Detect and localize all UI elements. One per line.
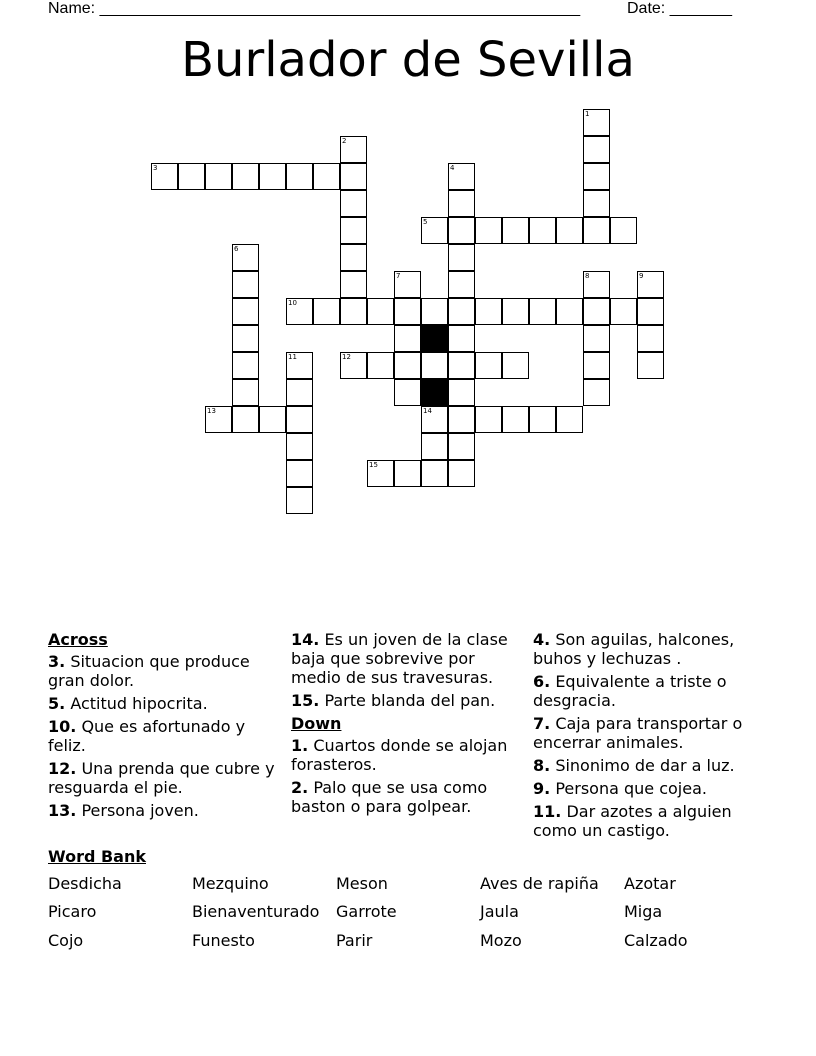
word-bank-item: Azotar — [624, 874, 676, 893]
grid-cell[interactable] — [259, 406, 286, 433]
word-bank-item: Calzado — [624, 931, 688, 950]
clue-across-3: 3. Situacion que produce gran dolor. — [48, 652, 250, 690]
clue-number: 15 — [369, 461, 378, 469]
grid-cell[interactable] — [340, 298, 367, 325]
word-bank-item: Miga — [624, 902, 663, 921]
grid-cell[interactable] — [448, 190, 475, 217]
grid-cell[interactable] — [583, 352, 610, 379]
grid-cell[interactable] — [232, 406, 259, 433]
grid-cell[interactable] — [286, 352, 313, 379]
grid-cell[interactable] — [637, 298, 664, 325]
grid-block — [421, 325, 448, 352]
grid-cell[interactable] — [529, 406, 556, 433]
grid-cell[interactable] — [205, 163, 232, 190]
page-title: Burlador de Sevilla — [181, 32, 635, 88]
grid-cell[interactable] — [475, 298, 502, 325]
grid-cell[interactable] — [556, 217, 583, 244]
word-bank-item: Mezquino — [192, 874, 269, 893]
clue-across-13: 13. Persona joven. — [48, 801, 199, 820]
clue-number: 9 — [639, 272, 644, 280]
grid-cell[interactable] — [421, 460, 448, 487]
grid-cell[interactable] — [367, 352, 394, 379]
grid-cell[interactable] — [205, 406, 232, 433]
grid-cell[interactable] — [367, 460, 394, 487]
grid-cell[interactable] — [637, 325, 664, 352]
grid-cell[interactable] — [502, 352, 529, 379]
grid-cell[interactable] — [286, 406, 313, 433]
clue-number: 14 — [423, 407, 432, 415]
grid-cell[interactable] — [421, 352, 448, 379]
grid-cell[interactable] — [232, 379, 259, 406]
grid-cell[interactable] — [583, 163, 610, 190]
grid-cell[interactable] — [286, 487, 313, 514]
grid-cell[interactable] — [286, 433, 313, 460]
clue-down-9: 9. Persona que cojea. — [533, 779, 707, 798]
grid-cell[interactable] — [583, 109, 610, 136]
clue-across-5: 5. Actitud hipocrita. — [48, 694, 208, 713]
clue-across-15: 15. Parte blanda del pan. — [291, 691, 496, 710]
clue-number: 1 — [585, 110, 590, 118]
grid-cell[interactable] — [151, 163, 178, 190]
grid-cell[interactable] — [448, 163, 475, 190]
grid-cell[interactable] — [637, 352, 664, 379]
grid-cell[interactable] — [583, 271, 610, 298]
grid-cell[interactable] — [610, 298, 637, 325]
grid-cell[interactable] — [340, 271, 367, 298]
clue-number: 3 — [153, 164, 158, 172]
grid-cell[interactable] — [448, 217, 475, 244]
grid-cell[interactable] — [448, 406, 475, 433]
clue-across-12: 12. Una prenda que cubre y resguarda el pie. — [48, 759, 275, 797]
grid-cell[interactable] — [448, 460, 475, 487]
grid-cell[interactable] — [583, 379, 610, 406]
grid-cell[interactable] — [475, 352, 502, 379]
clue-down-11: 11. Dar azotes a alguien como un castigo. — [533, 802, 732, 840]
grid-cell[interactable] — [475, 406, 502, 433]
grid-cell[interactable] — [286, 163, 313, 190]
grid-cell[interactable] — [502, 217, 529, 244]
clue-down-7: 7. Caja para transportar o encerrar animales. — [533, 714, 743, 752]
grid-cell[interactable] — [556, 406, 583, 433]
grid-cell[interactable] — [394, 379, 421, 406]
name-field-label: Name: ______________________________________________________ — [48, 0, 581, 17]
date-field-label: Date: _______ — [627, 0, 732, 17]
grid-cell[interactable] — [529, 217, 556, 244]
grid-cell[interactable] — [448, 433, 475, 460]
clue-number: 12 — [342, 353, 351, 361]
grid-cell[interactable] — [340, 217, 367, 244]
clue-column-2 — [291, 630, 523, 820]
grid-cell[interactable] — [637, 271, 664, 298]
grid-cell[interactable] — [232, 325, 259, 352]
grid-cell[interactable] — [583, 325, 610, 352]
grid-cell[interactable] — [421, 433, 448, 460]
grid-cell[interactable] — [178, 163, 205, 190]
clue-number: 8 — [585, 272, 590, 280]
clue-across-10: 10. Que es afortunado y feliz. — [48, 717, 246, 755]
grid-cell[interactable] — [232, 352, 259, 379]
grid-cell[interactable] — [448, 325, 475, 352]
word-bank-item: Cojo — [48, 931, 84, 950]
grid-cell[interactable] — [448, 244, 475, 271]
grid-cell[interactable] — [286, 298, 313, 325]
grid-cell[interactable] — [502, 406, 529, 433]
word-bank-item: Funesto — [192, 931, 255, 950]
word-bank-item: Parir — [336, 931, 373, 950]
clue-column-3 — [533, 630, 765, 844]
grid-cell[interactable] — [232, 244, 259, 271]
grid-cell[interactable] — [475, 217, 502, 244]
grid-cell[interactable] — [259, 163, 286, 190]
word-bank-item: Mozo — [480, 931, 522, 950]
grid-cell[interactable] — [232, 163, 259, 190]
grid-block — [421, 379, 448, 406]
word-bank-item: Bienaventurado — [192, 902, 320, 921]
grid-cell[interactable] — [421, 217, 448, 244]
clue-down-8: 8. Sinonimo de dar a luz. — [533, 756, 735, 775]
clue-number: 11 — [288, 353, 297, 361]
clue-down-6: 6. Equivalente a triste o desgracia. — [533, 672, 727, 710]
grid-cell[interactable] — [313, 298, 340, 325]
grid-cell[interactable] — [448, 352, 475, 379]
word-bank-item: Jaula — [480, 902, 519, 921]
grid-cell[interactable] — [340, 244, 367, 271]
across-heading: Across — [48, 630, 108, 649]
clue-down-1: 1. Cuartos donde se alojan forasteros. — [291, 736, 508, 774]
clue-number: 7 — [396, 272, 401, 280]
clue-down-2: 2. Palo que se usa como baston o para golpear. — [291, 778, 488, 816]
clue-across-14: 14. Es un joven de la clase baja que sobrevive por medio de sus travesuras. — [291, 630, 508, 687]
grid-cell[interactable] — [583, 190, 610, 217]
grid-cell[interactable] — [313, 163, 340, 190]
clue-number: 6 — [234, 245, 239, 253]
grid-cell[interactable] — [448, 298, 475, 325]
grid-cell[interactable] — [421, 406, 448, 433]
grid-cell[interactable] — [394, 298, 421, 325]
down-heading: Down — [291, 714, 342, 733]
grid-cell[interactable] — [340, 163, 367, 190]
clue-down-4: 4. Son aguilas, halcones, buhos y lechuzas . — [533, 630, 735, 668]
grid-cell[interactable] — [286, 379, 313, 406]
word-bank-item: Garrote — [336, 902, 397, 921]
grid-cell[interactable] — [340, 352, 367, 379]
clue-number: 5 — [423, 218, 428, 226]
grid-cell[interactable] — [583, 217, 610, 244]
grid-cell[interactable] — [583, 136, 610, 163]
grid-cell[interactable] — [232, 271, 259, 298]
grid-cell[interactable] — [394, 352, 421, 379]
clue-column-1 — [48, 630, 280, 824]
grid-cell[interactable] — [583, 298, 610, 325]
grid-cell[interactable] — [394, 460, 421, 487]
grid-cell[interactable] — [340, 190, 367, 217]
grid-cell[interactable] — [421, 298, 448, 325]
grid-cell[interactable] — [367, 298, 394, 325]
word-bank-item: Desdicha — [48, 874, 122, 893]
clue-number: 4 — [450, 164, 455, 172]
clue-number: 10 — [288, 299, 297, 307]
grid-cell[interactable] — [529, 298, 556, 325]
grid-cell[interactable] — [286, 460, 313, 487]
grid-cell[interactable] — [394, 271, 421, 298]
clue-number: 2 — [342, 137, 347, 145]
word-bank-item: Meson — [336, 874, 388, 893]
word-bank-heading: Word Bank — [48, 847, 147, 866]
clue-number: 13 — [207, 407, 216, 415]
word-bank-item: Aves de rapiña — [480, 874, 599, 893]
grid-cell[interactable] — [502, 298, 529, 325]
grid-cell[interactable] — [556, 298, 583, 325]
grid-cell[interactable] — [232, 298, 259, 325]
grid-cell[interactable] — [610, 217, 637, 244]
grid-cell[interactable] — [448, 379, 475, 406]
word-bank-item: Picaro — [48, 902, 97, 921]
grid-cell[interactable] — [340, 136, 367, 163]
grid-cell[interactable] — [448, 271, 475, 298]
grid-cell[interactable] — [394, 325, 421, 352]
